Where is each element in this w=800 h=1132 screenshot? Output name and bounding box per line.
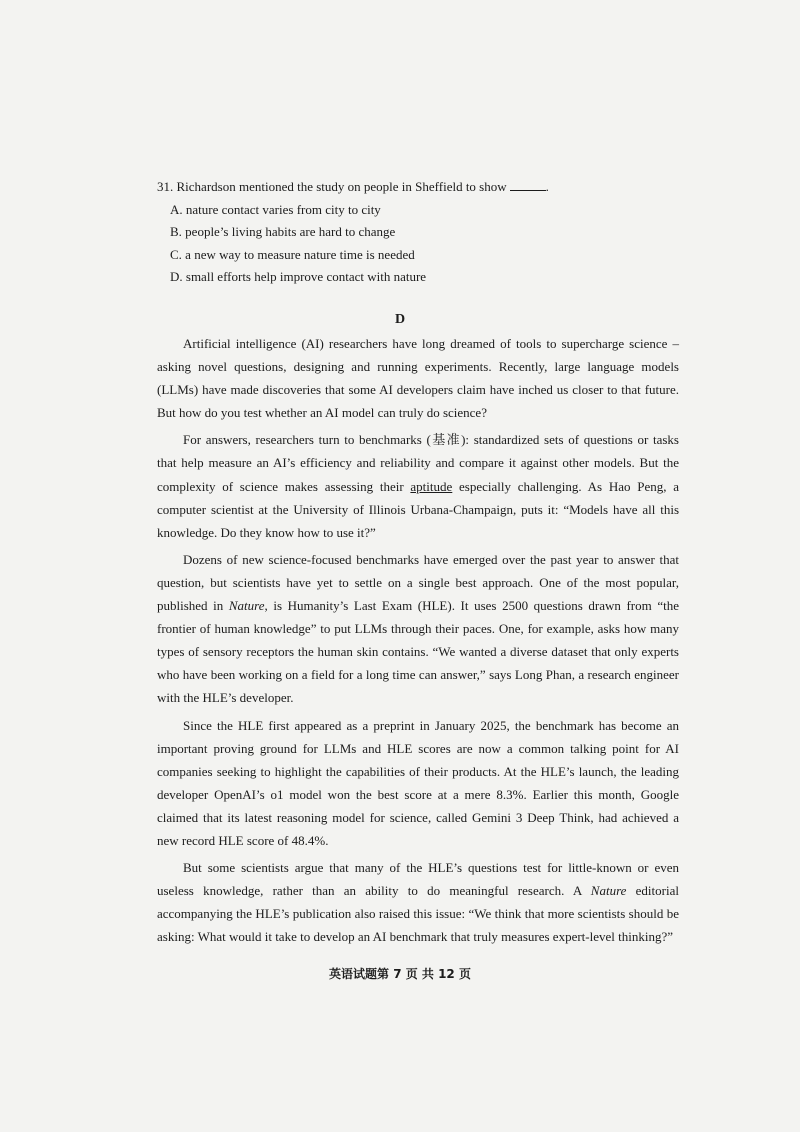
paragraph-3-part-2: , is Humanity’s Last Exam (HLE). It uses 2500 questions drawn from “the frontier of human knowledge” to put LLMs through their paces. One, for example, asks how many types of sensory receptors the human skin contains. “We wanted a diverse dataset that only experts who have been working on a field for a long time can answer,” says Long Phan, a research engineer with the HLE’s developer.	[157, 598, 679, 706]
paragraph-2-part-1: For answers, researchers turn to benchmarks (基准): standardized sets of questions or tasks that help measure an AI’s efficiency and reliability and compare it against other models. But the complexity of science makes assessing their	[157, 432, 679, 494]
paragraph-3-part-1: Dozens of new science-focused benchmarks have emerged over the past year to answer that question, but scientists have yet to settle on a single best approach. One of the most popular, published in	[157, 551, 679, 614]
journal-name: Nature	[228, 598, 265, 614]
paragraph-2-part-2: especially challenging. As Hao Peng, a computer scientist at the University of Illinois Urbana-Champaign, puts it: “Models have all this knowledge. Do they know how to use it?”	[157, 478, 679, 540]
section-heading: D	[394, 312, 406, 327]
page-footer: 英语试题第 7 页 共 12 页	[329, 967, 471, 981]
reading-passage	[157, 332, 679, 952]
option-d: D. small efforts help improve contact with nature	[170, 269, 427, 284]
option-b: B. people’s living habits are hard to change	[170, 224, 396, 239]
paragraph-5	[157, 856, 679, 948]
paragraph-5-part-1: But some scientists argue that many of the HLE’s questions test for little-known or even useless knowledge, rather than an ability to do meaningful research. A	[157, 860, 679, 899]
question-stem	[157, 176, 657, 199]
question-stem-text: 31. Richardson mentioned the study on people in Sheffield to show	[157, 179, 507, 194]
paragraph-4: Since the HLE first appeared as a preprint in January 2025, the benchmark has become an important proving ground for LLMs and HLE scores are now a common talking point for AI companies seeking to highlight the capabilities of their products. At the HLE’s launch, the leading developer OpenAI’s o1 model won the best score at a mere 8.3%. Earlier this month, Google claimed that its latest reasoning model for science, called Gemini 3 Deep Think, had achieved a new record HLE score of 48.4%.	[157, 717, 679, 848]
paragraph-3	[157, 548, 679, 710]
answer-blank	[510, 178, 546, 191]
option-c: C. a new way to measure nature time is needed	[170, 246, 415, 262]
journal-name-2: Nature	[590, 883, 627, 899]
paragraph-1: Artificial intelligence (AI) researchers have long dreamed of tools to supercharge science – asking novel questions, designing and running experiments. Recently, large language models (LLMs) have made discoveries that some AI developers claim have inched us closer to that future. But how do you test whether an AI model can truly do science?	[157, 336, 679, 421]
paragraph-2	[157, 428, 679, 543]
option-a: A. nature contact varies from city to city	[170, 201, 381, 217]
question-31	[157, 176, 657, 289]
paragraph-5-part-2: editorial accompanying the HLE’s publication also raised this issue: “We think that more scientists should be asking: What would it take to develop an AI benchmark that truly measures expert-level thinking?”	[157, 883, 679, 945]
question-stem-end: .	[545, 179, 549, 194]
underlined-word: aptitude	[410, 478, 453, 494]
